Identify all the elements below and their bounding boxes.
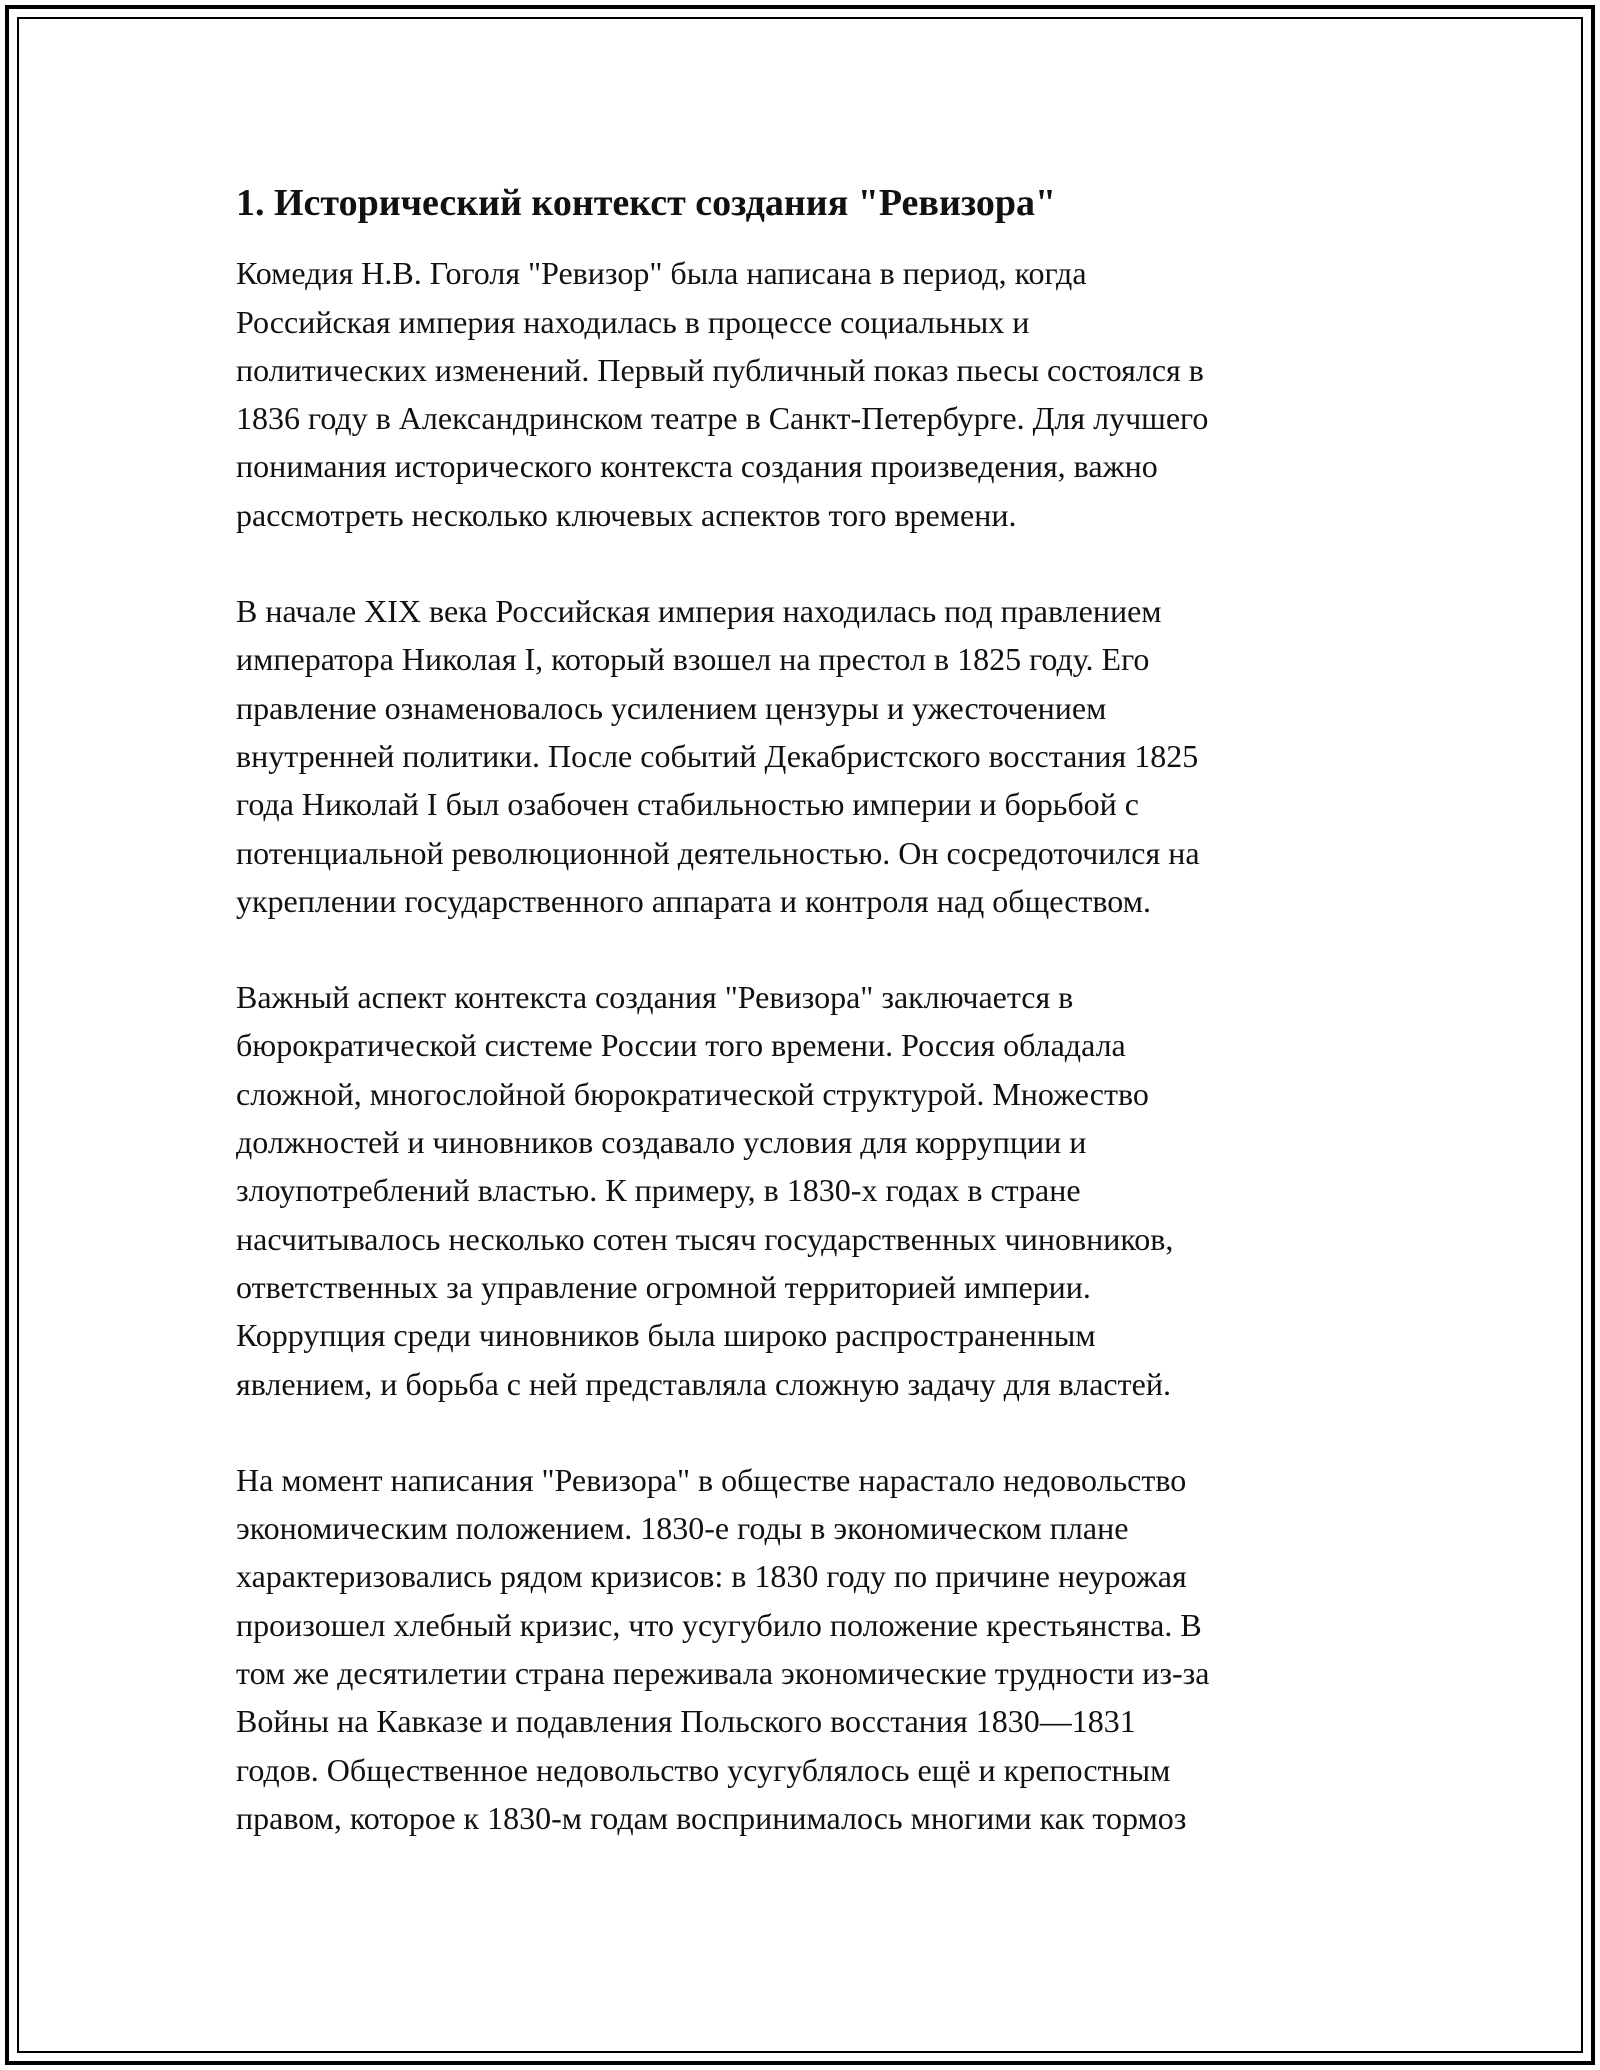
text-line: В начале XIX века Российская империя находилась под правлением	[236, 593, 1162, 630]
text-line: Важный аспект контекста создания "Ревизора" заключается в	[236, 979, 1074, 1016]
text-line: явлением, и борьба с ней представляла сложную задачу для властей.	[236, 1365, 1171, 1402]
text-line: политических изменений. Первый публичный показ пьесы состоялся в	[236, 351, 1204, 388]
text-line: года Николай I был озабочен стабильностью империи и борьбой с	[236, 786, 1139, 823]
text-line: Комедия Н.В. Гоголя "Ревизор" была написана в период, когда	[236, 255, 1087, 292]
text-line: должностей и чиновников создавало условия для коррупции и	[236, 1124, 1087, 1161]
text-line: ответственных за управление огромной территорией империи.	[236, 1268, 1091, 1305]
text-line: Войны на Кавказе и подавления Польского восстания 1830—1831	[236, 1703, 1136, 1740]
text-line: 1836 году в Александринском театре в Санкт-Петербурге. Для лучшего	[236, 400, 1209, 437]
text-line: потенциальной революционной деятельностью. Он сосредоточился на	[236, 834, 1200, 871]
text-line: императора Николая I, который взошел на престол в 1825 году. Его	[236, 641, 1150, 678]
paragraph-3	[236, 973, 1396, 1408]
paragraph-2	[236, 587, 1396, 925]
text-line: бюрократической системе России того времени. Россия обладала	[236, 1027, 1126, 1064]
section-title: 1. Исторический контекст создания "Ревизора"	[236, 182, 1057, 224]
text-line: внутренней политики. После событий Декабристского восстания 1825	[236, 737, 1199, 774]
text-line: Коррупция среди чиновников была широко распространенным	[236, 1317, 1096, 1354]
text-line: насчитывалось несколько сотен тысяч государственных чиновников,	[236, 1220, 1174, 1257]
paragraph-1	[236, 249, 1396, 539]
text-line: правом, которое к 1830-м годам воспринималось многими как тормоз	[236, 1799, 1187, 1836]
document-body	[236, 178, 1396, 1890]
text-line: годов. Общественное недовольство усугублялось ещё и крепостным	[236, 1751, 1171, 1788]
text-line: укреплении государственного аппарата и контроля над обществом.	[236, 882, 1151, 919]
text-line: Российская империя находилась в процессе социальных и	[236, 303, 1030, 340]
paragraph-4	[236, 1456, 1396, 1842]
text-line: злоупотреблений властью. К примеру, в 1830-х годах в стране	[236, 1172, 1081, 1209]
text-line: характеризовались рядом кризисов: в 1830 году по причине неурожая	[236, 1558, 1187, 1595]
text-line: произошел хлебный кризис, что усугубило положение крестьянства. В	[236, 1606, 1202, 1643]
text-line: рассмотреть несколько ключевых аспектов того времени.	[236, 496, 1017, 533]
text-line: экономическим положением. 1830-е годы в экономическом плане	[236, 1510, 1129, 1547]
text-line: правление ознаменовалось усилением цензуры и ужесточением	[236, 689, 1107, 726]
text-line: том же десятилетии страна переживала экономические трудности из-за	[236, 1655, 1210, 1692]
text-line: сложной, многослойной бюрократической структурой. Множество	[236, 1075, 1149, 1112]
text-line: понимания исторического контекста создания произведения, важно	[236, 448, 1158, 485]
text-line: На момент написания "Ревизора" в обществе нарастало недовольство	[236, 1461, 1187, 1498]
